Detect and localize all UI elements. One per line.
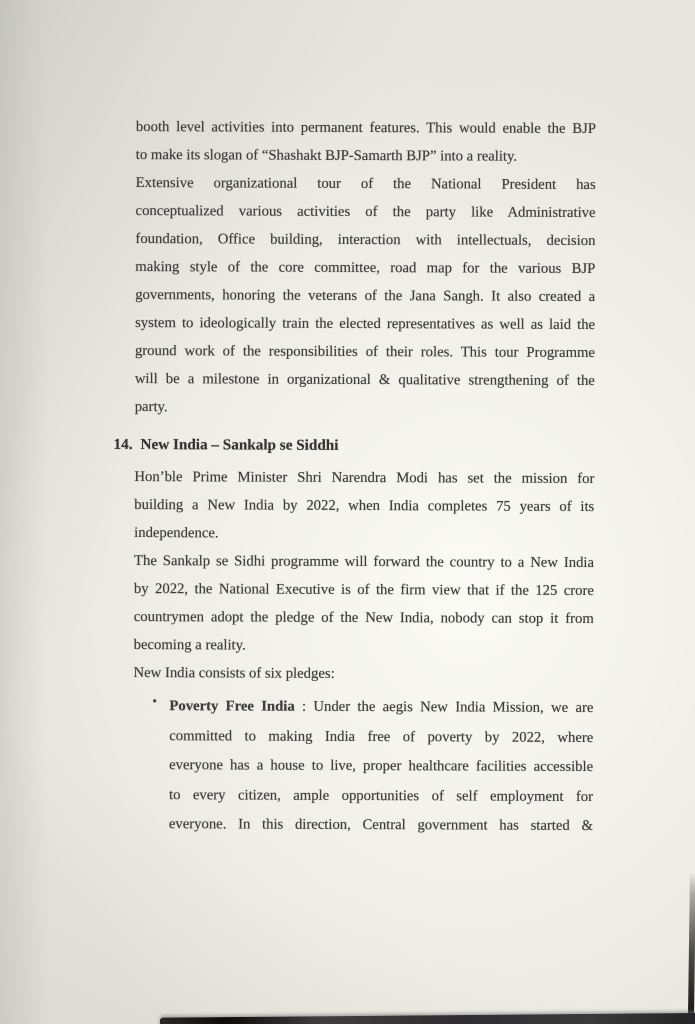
- text-line: to every citizen, ample opportunities of self employment for: [168, 786, 594, 805]
- text-line: everyone. In this direction, Central government has started &: [168, 816, 593, 835]
- text-line: will be a milestone in organizational & qualitative strengthening of the: [134, 370, 595, 390]
- text-line: party.: [134, 398, 168, 416]
- text-line: The Sankalp se Sidhi programme will forward the country to a New India: [134, 552, 595, 572]
- photo-bottom-edge: [160, 1013, 695, 1024]
- section-title: New India – Sankalp se Siddhi: [140, 436, 339, 454]
- text-line: to make its slogan of “Shashakt BJP-Samarth BJP” into a reality.: [135, 146, 518, 165]
- document-text: [113, 113, 596, 842]
- pledge-title: Poverty Free India: [169, 698, 295, 715]
- text-line: booth level activities into permanent features. This would enable the BJP: [135, 118, 596, 138]
- paragraph-continued: [136, 113, 596, 171]
- text-line: independence.: [134, 524, 219, 542]
- paper-right-edge-shadow: [688, 872, 695, 1024]
- section-number: 14.: [113, 435, 133, 453]
- text-line: foundation, Office building, interaction with intellectuals, decision: [135, 230, 596, 250]
- text-line: governments, honoring the veterans of the Jana Sangh. It also created a: [135, 286, 596, 306]
- text-line: Extensive organizational tour of the National President has: [135, 174, 596, 194]
- bullet-icon: •: [152, 693, 158, 709]
- text-line: committed to making India free of poverty by 2022, where: [169, 727, 594, 746]
- section-heading: [113, 431, 594, 461]
- paragraph-sankalp: [134, 547, 594, 661]
- text-line: New India consists of six pledges:: [133, 664, 335, 682]
- text-line: system to ideologically train the elected representatives as well as laid the: [135, 314, 596, 334]
- text-line: conceptualized various activities of the party like Administrative: [135, 202, 596, 222]
- pledge-list: [152, 692, 594, 842]
- text-line: Hon’ble Prime Minister Shri Narendra Modi has set the mission for: [134, 468, 595, 488]
- paragraph-mission: [134, 463, 594, 549]
- text-line: by 2022, the National Executive is of the firm view that if the 125 crore: [133, 580, 594, 600]
- text-line: everyone has a house to live, proper healthcare facilities accessible: [169, 757, 594, 776]
- text-line: becoming a reality.: [133, 636, 246, 654]
- paragraph-tour: [135, 169, 596, 423]
- text-line: building a New India by 2022, when India completes 75 years of its: [134, 496, 595, 516]
- text-line: ground work of the responsibilities of their roles. This tour Programme: [134, 342, 595, 362]
- text-line: making style of the core committee, road map for the various BJP: [135, 258, 596, 278]
- text-line: [169, 692, 593, 723]
- bullet-item-poverty-free-india: [152, 692, 594, 842]
- text-line: countrymen adopt the pledge of the New India, nobody can stop it from: [133, 608, 594, 628]
- pledge-text: : Under the aegis New India Mission, we are: [294, 698, 594, 717]
- paragraph-pledges-intro: [133, 659, 593, 689]
